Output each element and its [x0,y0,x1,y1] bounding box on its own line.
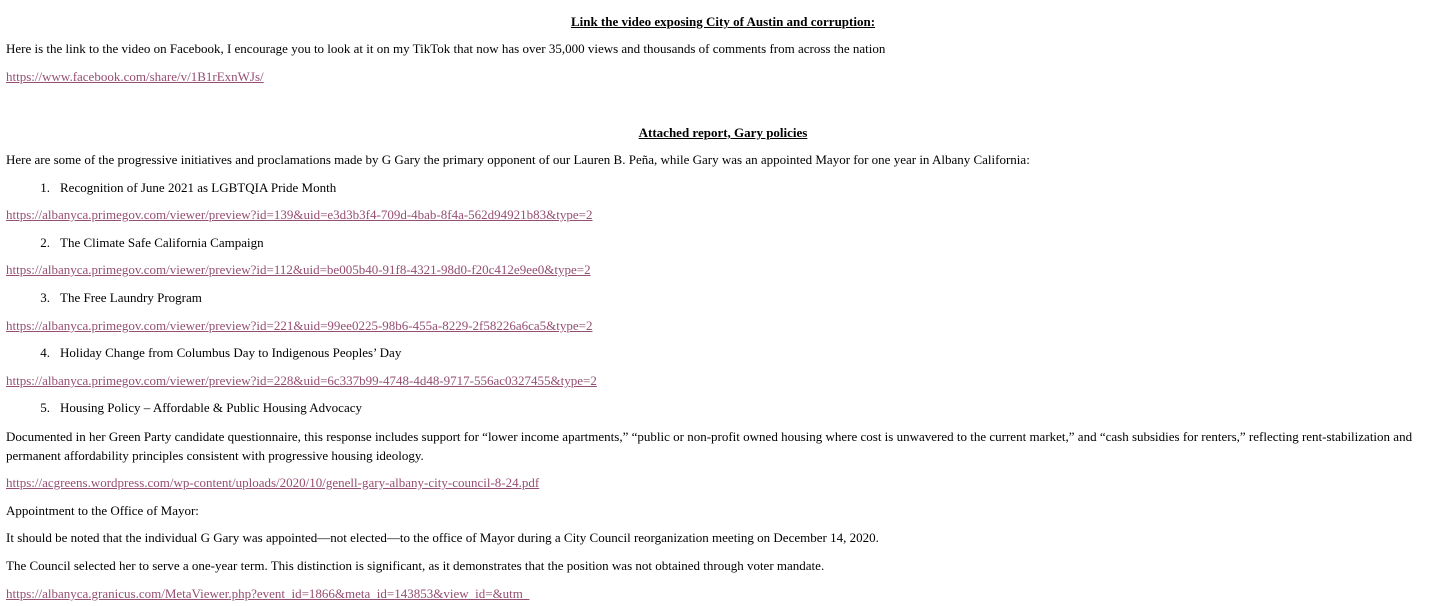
pride-month-link[interactable]: https://albanyca.primegov.com/viewer/preview?id=139&uid=e3d3b3f4-709d-4bab-8f4a-562d94921b83&type=2 [6,207,593,222]
climate-campaign-link[interactable]: https://albanyca.primegov.com/viewer/preview?id=112&uid=be005b40-91f8-4321-98d0-f20c412e9ee0&type=2 [6,262,591,277]
appointment-heading: Appointment to the Office of Mayor: [6,503,199,518]
appointment-paragraph-2: The Council selected her to serve a one-year term. This distinction is significant, as it demonstrates that the position was not obtained through voter mandate. [6,558,825,573]
video-intro-text: Here is the link to the video on Facebook, I encourage you to look at it on my TikTok that now has over 35,000 views and thousands of comments from across the nation [6,41,886,56]
list-item [6,180,336,196]
list-item [6,290,202,306]
appointment-paragraph-1: It should be noted that the individual G Gary was appointed—not elected—to the office of Mayor during a City Council reorganization meeting on December 14, 2020. [6,530,879,545]
list-item-label: Housing Policy – Affordable & Public Housing Advocacy [60,400,362,415]
list-item-link-line [6,373,597,389]
list-item-label: The Free Laundry Program [60,290,202,305]
housing-link-line [6,475,539,491]
video-link-line [6,69,264,85]
housing-questionnaire-link[interactable]: https://acgreens.wordpress.com/wp-content/uploads/2020/10/genell-gary-albany-city-council-8-24.pdf [6,475,540,490]
list-item-number: 3. [40,290,50,305]
free-laundry-link[interactable]: https://albanyca.primegov.com/viewer/preview?id=221&uid=99ee0225-98b6-455a-8229-2f58226a6ca5&type=2 [6,318,593,333]
list-item-label: Holiday Change from Columbus Day to Indigenous Peoples’ Day [60,345,402,360]
list-item [6,345,401,361]
appointment-link-line [6,586,529,602]
report-section-heading: Attached report, Gary policies [638,125,808,140]
video-section-heading: Link the video exposing City of Austin and corruption: [570,14,876,29]
list-item-label: The Climate Safe California Campaign [60,235,264,250]
list-item [6,400,362,416]
list-item [6,235,264,251]
indigenous-day-link[interactable]: https://albanyca.primegov.com/viewer/preview?id=228&uid=6c337b99-4748-4d48-9717-556ac0327455&type=2 [6,373,597,388]
housing-paragraph: Documented in her Green Party candidate questionnaire, this response includes support for “lower income apartments,” “public or non-profit owned housing where cost is unwavered to the current market,” and “cash subsidies for renters,” reflecting rent-stabilization and permanent affordability principles consistent with progressive housing ideology. [6,429,1413,463]
list-item-link-line [6,262,591,278]
granicus-meeting-link[interactable]: https://albanyca.granicus.com/MetaViewer.php?event_id=1866&meta_id=143853&view_id=&utm_ [6,586,530,601]
list-item-number: 1. [40,180,50,195]
list-item-label: Recognition of June 2021 as LGBTQIA Pride Month [60,180,337,195]
list-item-link-line [6,207,593,223]
list-item-link-line [6,318,593,334]
report-intro-text: Here are some of the progressive initiatives and proclamations made by G Gary the primary opponent of our Lauren B. Peña, while Gary was an appointed Mayor for one year in Albany California: [6,152,1030,167]
list-item-number: 5. [40,400,50,415]
list-item-number: 4. [40,345,50,360]
list-item-number: 2. [40,235,50,250]
facebook-video-link[interactable]: https://www.facebook.com/share/v/1B1rExnWJs/ [6,69,264,84]
